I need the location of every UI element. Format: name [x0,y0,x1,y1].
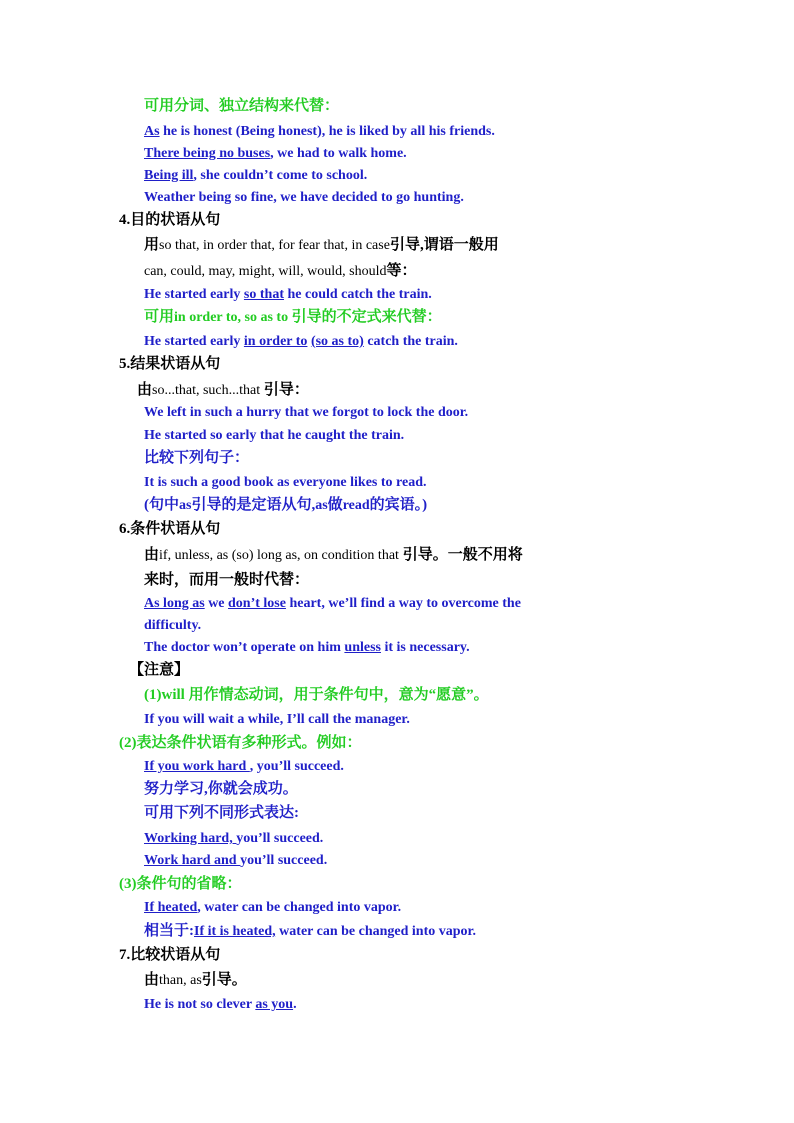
section-heading [119,354,220,374]
example-text: He started so early that he caught the train. [144,428,405,443]
text-part: than, as [159,973,202,988]
section-heading [119,210,220,230]
example-line [144,473,426,493]
underlined-text: don’t lose [228,596,286,611]
example-line [144,426,404,446]
underlined-text: unless [344,640,381,655]
text-part: you’ll succeed. [236,831,324,846]
text-part: he could catch the train. [283,287,432,302]
underlined-text: If you work hard [144,759,250,774]
underlined-text: As [144,124,160,139]
text-part: , you’ll succeed. [249,759,344,774]
text-line [144,235,499,256]
text-part: so that, in order that, for fear that, in case [159,238,390,253]
underlined-text: so that [243,287,284,302]
text-part: so...that, such...that [152,383,261,398]
note-green: (2)表达条件状语有多种形式。例如： [119,735,362,751]
underlined-text: If it is heated, [194,924,276,939]
note-heading [129,660,189,680]
text-part: as [179,498,192,513]
underlined-text: There being no buses [144,146,271,161]
example-line [144,403,468,423]
example-line [144,851,327,871]
underlined-text: As long as [144,596,205,611]
example-line [144,995,297,1015]
example-line [144,166,367,186]
text-line [119,874,242,894]
example-text: Weather being so fine, we have decided to go hunting. [144,190,464,205]
underlined-text: in order to [243,334,308,349]
example-text: We left in such a hurry that we forgot to lock the door. [144,405,469,420]
example-line [144,332,458,352]
underlined-text: Work hard and [144,853,241,868]
heading-text: 6.条件状语从句 [119,521,221,537]
note-green: (3)条件句的省略： [119,876,242,892]
example-line [144,757,344,777]
text-part: in order to, so as to [174,310,292,325]
text-part: 由 [137,382,153,398]
text-part: 由 [144,972,160,988]
text-line [144,448,249,468]
text-part: it is necessary. [380,640,470,655]
text-line [144,779,298,799]
text-line [144,570,309,590]
text-part: 等： [386,263,417,279]
underlined-text: Working hard, [144,831,237,846]
text-part: 引导： [260,382,309,398]
text-line [119,733,362,753]
note-green: (1)will 用作情态动词，用于条件句中，意为“愿意”。 [144,687,489,703]
text-part: 由 [144,547,160,563]
text-part: 相当于: [144,923,194,939]
example-text: difficulty. [144,618,202,633]
example-line [144,144,407,164]
text-line [144,96,339,116]
text-line [144,685,489,705]
example-line [144,594,521,614]
note-blue: 比较下列句子： [144,450,250,466]
text-line [144,545,523,566]
section-heading [119,945,220,965]
text-line [144,803,299,823]
text-part: heart, we’ll find a way to overcome the [285,596,521,611]
text-part: He started early [144,287,244,302]
note-blue: 可用下列不同形式表达: [144,805,299,821]
section-heading [119,519,220,539]
text-part: 引导的是定语从句, [191,497,316,513]
example-line [144,829,323,849]
text-line [144,970,247,991]
text-part: 引导,谓语一般用 [389,237,499,253]
example-line [144,285,432,305]
text-part: you’ll succeed. [240,853,328,868]
note-blue: 努力学习,你就会成功。 [144,781,298,797]
note-green: 可用分词、独立结构来代替： [144,98,340,114]
text-part: we [204,596,229,611]
heading-text: 7.比较状语从句 [119,947,221,963]
text-part: if, unless, as (so) long as, on condition that [159,548,399,563]
heading-text: 4.目的状语从句 [119,212,221,228]
text-part: as [315,498,328,513]
underlined-text: as you [255,997,294,1012]
text-part: 引导。一般不用将 [398,547,523,563]
text-line [137,380,309,401]
text-part: He is not so clever [144,997,256,1012]
example-line [144,188,464,208]
underlined-text: If heated [144,900,198,915]
text-line [144,307,442,328]
text-part: 引导。 [201,972,247,988]
text-part: . [293,997,297,1012]
heading-text: 5.结果状语从句 [119,356,221,372]
text-part: 引导的不定式来代替： [291,309,442,325]
underlined-text: (so as to) [310,334,364,349]
text-part: read [342,498,370,513]
text-part: (句中 [144,497,179,513]
text-part: catch the train. [363,334,458,349]
text-part: 做 [327,497,343,513]
example-line [144,898,401,918]
text-part: The doctor won’t operate on him [144,640,345,655]
text-part: 【注意】 [129,662,190,678]
text-part: He started early [144,334,244,349]
text-part: can, could, may, might, will, would, should [144,264,387,279]
example-text: , we had to walk home. [270,146,407,161]
example-text: he is honest (Being honest), he is liked by all his friends. [159,124,495,139]
example-text: , she couldn’t come to school. [193,168,368,183]
example-line [144,710,410,730]
text-part: 的宾语。) [369,497,428,513]
text-part: 可用 [144,309,175,325]
example-line [144,616,201,636]
example-line [144,921,476,942]
example-text: It is such a good book as everyone likes to read. [144,475,427,490]
underlined-text: Being ill [144,168,194,183]
text-line [144,495,427,516]
text-part: 用 [144,237,160,253]
text-part: water can be changed into vapor. [275,924,476,939]
example-text: If you will wait a while, I’ll call the manager. [144,712,410,727]
example-line [144,638,470,658]
text-part: 来时，而用一般时代替： [144,572,310,588]
example-line [144,122,495,142]
text-line [144,261,417,282]
text-part: , water can be changed into vapor. [197,900,402,915]
